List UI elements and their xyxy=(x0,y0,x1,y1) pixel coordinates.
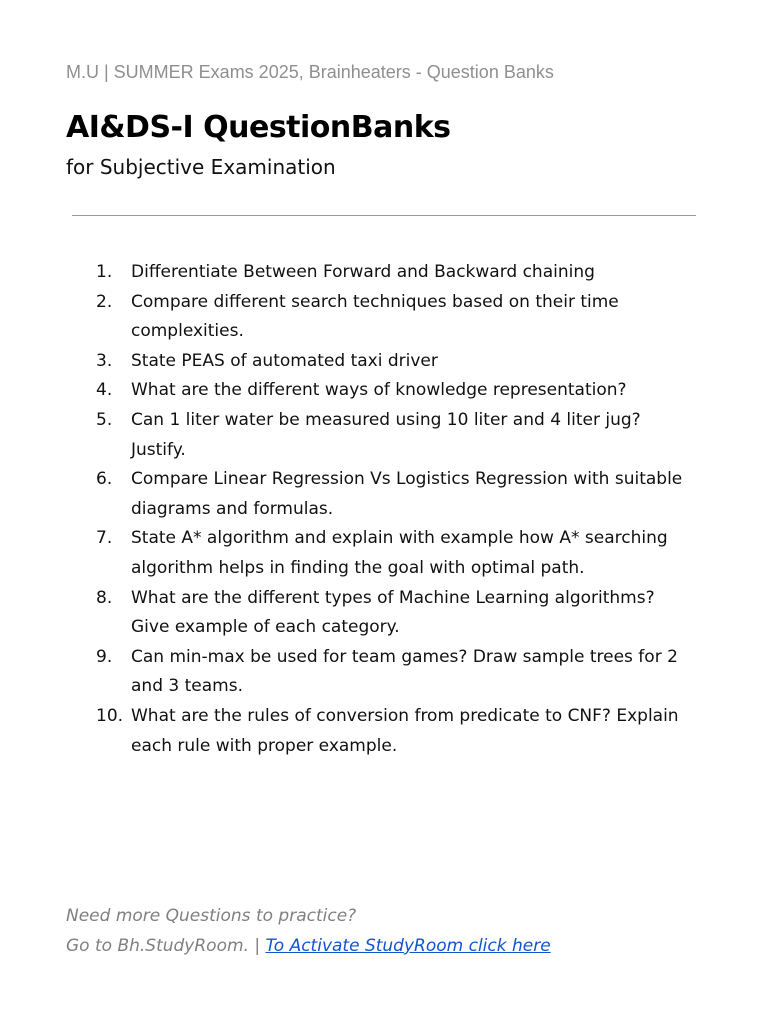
question-number: 1. xyxy=(96,262,113,282)
list-item xyxy=(96,524,696,583)
list-item xyxy=(96,376,696,406)
list-item xyxy=(96,643,696,702)
footer-prompt: Need more Questions to practice? xyxy=(66,906,357,926)
page-title: AI&DS-I QuestionBanks xyxy=(66,110,451,145)
question-number: 5. xyxy=(96,409,113,430)
question-number: 2. xyxy=(96,291,113,312)
question-number: 7. xyxy=(96,528,113,549)
question-text: Compare different search techniques based on their time complexities. xyxy=(131,291,619,342)
question-text: What are the different types of Machine Learning algorithms? Give example of each category. xyxy=(131,587,655,638)
list-item xyxy=(96,702,696,761)
question-text: State A* algorithm and explain with example how A* searching algorithm helps in finding the goal with optimal path. xyxy=(131,528,668,578)
list-item xyxy=(96,258,696,288)
question-text: State PEAS of automated taxi driver xyxy=(131,350,438,371)
list-item xyxy=(96,347,696,377)
question-number: 6. xyxy=(96,469,113,490)
list-item xyxy=(96,465,696,524)
question-text: Compare Linear Regression Vs Logistics Regression with suitable diagrams and formulas. xyxy=(131,469,683,519)
footer-studyroom-line xyxy=(66,932,551,962)
question-text: Can min-max be used for team games? Draw sample trees for 2 and 3 teams. xyxy=(131,646,678,697)
list-item xyxy=(96,406,696,465)
question-list xyxy=(96,258,696,761)
question-number: 3. xyxy=(96,350,113,371)
question-text: Differentiate Between Forward and Backward chaining xyxy=(131,262,595,282)
list-item xyxy=(96,288,696,347)
document-source-header: M.U | SUMMER Exams 2025, Brainheaters - Question Banks xyxy=(66,62,554,82)
question-number: 9. xyxy=(96,646,113,667)
question-text: What are the rules of conversion from predicate to CNF? Explain each rule with proper example. xyxy=(131,705,679,756)
question-number: 10. xyxy=(96,705,124,726)
question-text: What are the different ways of knowledge representation? xyxy=(131,380,627,401)
list-item xyxy=(96,584,696,643)
section-divider xyxy=(72,215,696,216)
question-text: Can 1 liter water be measured using 10 liter and 4 liter jug? Justify. xyxy=(131,409,641,460)
footer-studyroom-text: Go to Bh.StudyRoom. | xyxy=(66,935,266,956)
question-number: 4. xyxy=(96,380,113,401)
question-number: 8. xyxy=(96,587,113,608)
activate-studyroom-link[interactable]: To Activate StudyRoom click here xyxy=(265,935,551,956)
footer xyxy=(66,902,551,961)
page-subtitle: for Subjective Examination xyxy=(66,155,336,179)
